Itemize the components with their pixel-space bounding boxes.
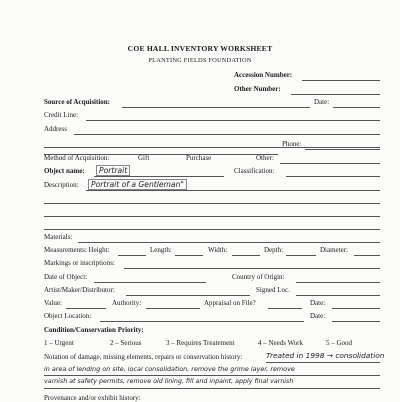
description-field-3[interactable] — [44, 216, 380, 217]
object-name-value: Portrait — [96, 165, 130, 176]
description-field-1[interactable] — [86, 190, 380, 191]
authority-label: Authority: — [112, 299, 142, 307]
source-date-field[interactable] — [333, 107, 380, 108]
appraisal-label: Appraisal on File? — [204, 299, 256, 307]
measurements-height-label: Measurements: Height: — [44, 246, 110, 254]
date-of-object-label: Date of Object: — [44, 273, 88, 281]
signed-loc-label: Signed Loc. — [256, 286, 290, 294]
appraisal-date-field[interactable] — [332, 308, 380, 309]
page-title: COE HALL INVENTORY WORKSHEET — [127, 44, 273, 53]
description-field-4[interactable] — [44, 229, 380, 230]
depth-label: Depth: — [264, 246, 284, 254]
description-value: Portrait of a Gentleman" — [88, 179, 187, 190]
object-location-date-field[interactable] — [332, 321, 380, 322]
date-of-object-field[interactable] — [94, 282, 206, 283]
notation-field-2[interactable] — [44, 375, 380, 376]
page-subtitle: PLANTING FIELDS FOUNDATION — [148, 57, 252, 64]
phone-label: Phone: — [282, 140, 302, 148]
address-field-2[interactable] — [44, 147, 380, 148]
address-label: Address — [44, 125, 67, 133]
markings-label: Markings or inscriptions: — [44, 259, 115, 267]
notation-field-3[interactable] — [44, 388, 380, 389]
source-of-acquisition-label: Source of Acquisition: — [44, 98, 110, 106]
object-name-label: Object name: — [44, 167, 85, 175]
description-field-2[interactable] — [44, 203, 380, 204]
credit-line-field[interactable] — [86, 120, 380, 121]
materials-label: Materials: — [44, 233, 73, 241]
value-field[interactable] — [66, 308, 106, 309]
materials-field[interactable] — [78, 242, 380, 243]
condition-level-3[interactable]: 3 – Requires Treatement — [166, 339, 235, 347]
method-other-label: Other: — [256, 154, 274, 162]
condition-level-5[interactable]: 5 – Good — [326, 339, 353, 347]
accession-number-field[interactable] — [302, 80, 380, 81]
country-of-origin-field[interactable] — [296, 282, 380, 283]
notation-line-3: varnish at safety permits, remove old lining, fill and inpaint, apply final varnish — [44, 378, 294, 385]
diameter-field[interactable] — [354, 255, 380, 256]
classification-label: Classification: — [234, 167, 275, 175]
appraisal-date-label: Date: — [310, 299, 326, 307]
authority-field[interactable] — [146, 308, 200, 309]
depth-field[interactable] — [286, 255, 316, 256]
credit-line-label: Credit Line: — [44, 111, 79, 119]
length-label: Length: — [150, 246, 172, 254]
signed-loc-field[interactable] — [296, 295, 380, 296]
provenance-label: Provenance and/or exhibit history: — [44, 394, 141, 402]
appraisal-field[interactable] — [268, 308, 302, 309]
source-date-label: Date: — [314, 98, 330, 106]
description-label: Description: — [44, 181, 79, 189]
artist-label: Artist/Maker/Distributor: — [44, 286, 115, 294]
notation-line-1: Treated in 1998 → consolidation — [266, 351, 385, 360]
object-name-field[interactable] — [94, 176, 224, 177]
object-location-date-label: Date: — [310, 312, 326, 320]
length-field[interactable] — [175, 255, 203, 256]
height-field[interactable] — [118, 255, 146, 256]
accession-number-label: Accession Number: — [234, 71, 293, 79]
other-number-field[interactable] — [291, 94, 380, 95]
condition-level-2[interactable]: 2 – Serious — [110, 339, 142, 347]
phone-field[interactable] — [305, 149, 380, 150]
condition-level-4[interactable]: 4 – Needs Work — [258, 339, 303, 347]
notation-field-1[interactable] — [266, 362, 380, 363]
diameter-label: Diameter: — [320, 246, 348, 254]
notation-line-2: in area of lending on site, local consolidation, remove the grime layer, remove — [44, 365, 295, 373]
value-label: Value: — [44, 299, 62, 307]
method-other-field[interactable] — [280, 163, 380, 164]
method-purchase-option[interactable]: Purchase — [186, 154, 212, 162]
source-of-acquisition-field[interactable] — [122, 107, 310, 108]
other-number-label: Other Number: — [234, 85, 281, 93]
width-label: Width: — [208, 246, 228, 254]
condition-heading: Condition/Conservation Priority: — [44, 326, 144, 334]
method-gift-option[interactable]: Gift — [138, 154, 150, 162]
notation-label: Notation of damage, missing elements, repairs or conservation history: — [44, 353, 243, 361]
condition-level-1[interactable]: 1 – Urgent — [44, 339, 74, 347]
address-field-1[interactable] — [74, 134, 380, 135]
object-location-label: Object Location: — [44, 312, 92, 320]
country-of-origin-label: Country of Origin: — [232, 273, 285, 281]
method-of-acquisition-label: Method of Acquisition: — [44, 154, 110, 162]
object-location-field[interactable] — [100, 321, 304, 322]
artist-field[interactable] — [126, 295, 250, 296]
markings-field[interactable] — [124, 268, 380, 269]
width-field[interactable] — [232, 255, 260, 256]
classification-field[interactable] — [286, 176, 380, 177]
